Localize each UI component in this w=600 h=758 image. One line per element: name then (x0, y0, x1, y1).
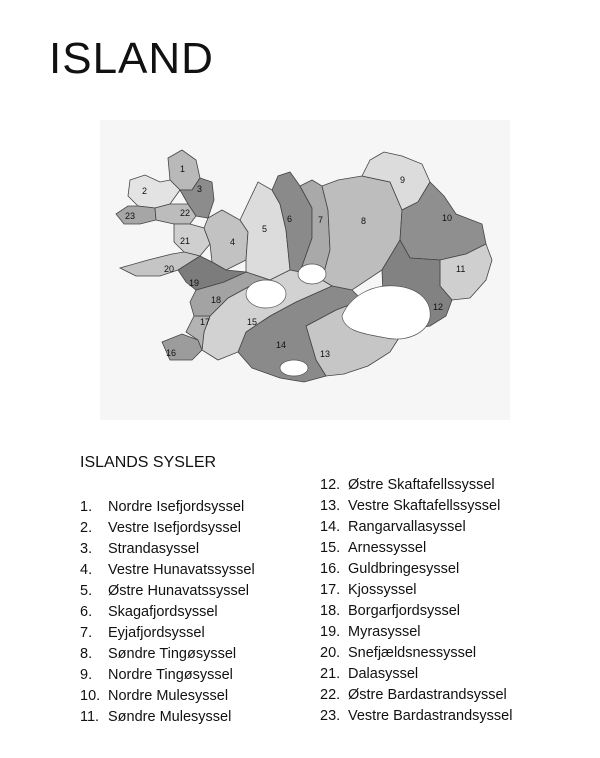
legend-item (80, 665, 255, 686)
region-label-19: 19 (189, 278, 200, 288)
region-label-20: 20 (164, 264, 175, 274)
legend-item (320, 559, 512, 580)
legend-item-number: 8. (80, 646, 93, 662)
legend-column-left (80, 497, 255, 728)
legend-item-name: Søndre Tingøsyssel (108, 646, 237, 662)
legend-item-name: Vestre Bardastrandsyssel (348, 708, 513, 724)
region-label-7: 7 (318, 215, 324, 225)
legend-item (80, 518, 255, 539)
legend-item-number: 19. (320, 624, 341, 640)
legend-item-number: 1. (80, 499, 93, 515)
legend-item (80, 707, 255, 728)
legend-item-name: Myrasyssel (348, 624, 421, 640)
legend-item-number: 18. (320, 603, 341, 619)
legend-item-number: 22. (320, 687, 341, 703)
region-label-12: 12 (433, 302, 444, 312)
legend-item (80, 644, 255, 665)
legend-item-name: Nordre Isefjordsyssel (108, 499, 245, 515)
region-label-14: 14 (276, 340, 287, 350)
legend-item-number: 5. (80, 583, 93, 599)
legend-item-number: 15. (320, 540, 341, 556)
legend-item-number: 3. (80, 541, 93, 557)
legend-item (320, 601, 512, 622)
legend-item-number: 21. (320, 666, 341, 682)
legend-item-name: Vestre Skaftafellssyssel (348, 498, 501, 514)
legend-item (320, 538, 512, 559)
legend-item-number: 4. (80, 562, 93, 578)
legend-item-number: 20. (320, 645, 341, 661)
legend-item-number: 16. (320, 561, 341, 577)
legend-item (80, 686, 255, 707)
legend-item-number: 14. (320, 519, 341, 535)
map-title: ISLAND (49, 34, 214, 83)
legend-item-name: Rangarvallasyssel (348, 519, 466, 535)
legend-item-number: 11. (80, 709, 100, 725)
legend-item (320, 622, 512, 643)
legend-column-right (320, 475, 512, 727)
legend-item-number: 10. (80, 688, 101, 704)
region-label-23: 23 (125, 211, 136, 221)
legend-item (320, 643, 512, 664)
legend-item-name: Østre Hunavatssyssel (108, 583, 250, 599)
region-label-21: 21 (180, 236, 191, 246)
legend-item (320, 706, 512, 727)
region-label-2: 2 (142, 186, 148, 196)
legend-item-name: Østre Bardastrandsyssel (348, 687, 507, 703)
legend-item-name: Guldbringesyssel (348, 561, 460, 577)
region-label-11: 11 (456, 264, 466, 274)
glacier-myrdalsjokull (280, 360, 308, 376)
legend-item-name: Arnessyssel (348, 540, 427, 556)
region-label-15: 15 (247, 317, 258, 327)
region-label-17: 17 (200, 317, 211, 327)
legend-item (80, 539, 255, 560)
legend-item (80, 497, 255, 518)
region-label-13: 13 (320, 349, 331, 359)
legend-item (80, 623, 255, 644)
region-label-18: 18 (211, 295, 222, 305)
legend-item-number: 2. (80, 520, 93, 536)
legend-item (320, 475, 512, 496)
legend-item-name: Vestre Hunavatssyssel (108, 562, 255, 578)
legend-item (80, 602, 255, 623)
legend-item (320, 496, 512, 517)
region-label-9: 9 (400, 175, 406, 185)
legend-item-number: 12. (320, 477, 341, 493)
region-label-1: 1 (180, 164, 186, 174)
legend-item (320, 664, 512, 685)
legend-item (320, 580, 512, 601)
legend-item-name: Nordre Mulesyssel (108, 688, 229, 704)
legend-item-name: Søndre Mulesyssel (108, 709, 232, 725)
region-label-5: 5 (262, 224, 268, 234)
legend-item-number: 6. (80, 604, 93, 620)
legend-item-name: Nordre Tingøsyssel (108, 667, 233, 683)
legend-item-name: Vestre Isefjordsyssel (108, 520, 241, 536)
region-label-16: 16 (166, 348, 177, 358)
legend-item-name: Strandasyssel (108, 541, 200, 557)
region-label-4: 4 (230, 237, 236, 247)
legend-item-number: 13. (320, 498, 341, 514)
legend-item (320, 517, 512, 538)
legend-item (320, 685, 512, 706)
legend-item-number: 7. (80, 625, 93, 641)
legend-item-name: Skagafjordsyssel (108, 604, 218, 620)
glacier-langjokull (246, 280, 286, 308)
legend-item (80, 560, 255, 581)
region-label-6: 6 (287, 214, 293, 224)
legend-item-number: 9. (80, 667, 93, 683)
legend-item-name: Eyjafjordsyssel (108, 625, 205, 641)
legend-item-name: Østre Skaftafellssyssel (348, 477, 495, 493)
legend-item-name: Dalasyssel (348, 666, 419, 682)
region-label-10: 10 (442, 213, 453, 223)
legend-item-number: 17. (320, 582, 341, 598)
legend-item-name: Borgarfjordsyssel (348, 603, 461, 619)
legend-item (80, 581, 255, 602)
region-label-8: 8 (361, 216, 367, 226)
iceland-district-map (100, 120, 510, 420)
glacier-hofsjokull (298, 264, 326, 284)
legend-item-number: 23. (320, 708, 341, 724)
region-label-22: 22 (180, 208, 191, 218)
legend-item-name: Kjossyssel (348, 582, 417, 598)
legend-heading: ISLANDS SYSLER (80, 454, 217, 471)
legend-item-name: Snefjældsnessyssel (348, 645, 477, 661)
region-label-3: 3 (197, 184, 203, 194)
